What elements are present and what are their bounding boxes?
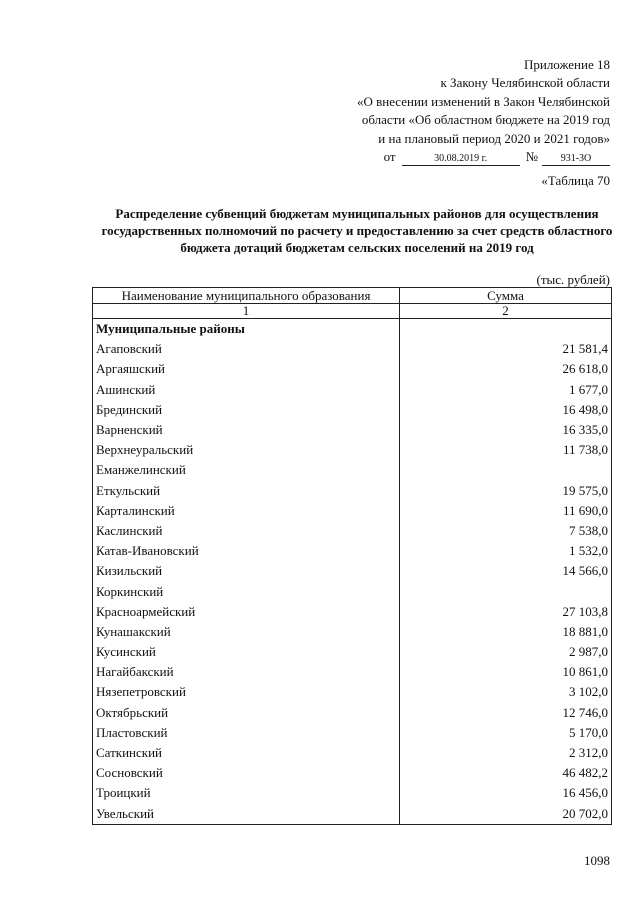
district-amount: 19 575,0 (400, 481, 612, 501)
table-row (93, 682, 612, 702)
table-row (93, 622, 612, 642)
number-sign: № (525, 149, 538, 165)
district-amount (400, 581, 612, 601)
law-title-line-2: области «Об областном бюджете на 2019 год (361, 112, 610, 128)
district-name: Сосновский (93, 763, 400, 783)
district-name: Красноармейский (93, 602, 400, 622)
district-name: Варненский (93, 420, 400, 440)
district-amount: 16 498,0 (400, 400, 612, 420)
units-label: (тыс. рублей) (536, 272, 610, 287)
district-amount: 1 677,0 (400, 380, 612, 400)
section-label: Муниципальные районы (93, 319, 400, 340)
table-row (93, 359, 612, 379)
district-name: Брединский (93, 400, 400, 420)
district-amount: 2 312,0 (400, 743, 612, 763)
district-amount: 20 702,0 (400, 804, 612, 825)
page-number: 1098 (584, 853, 610, 868)
column-header-sum: Сумма (400, 288, 612, 304)
district-amount: 2 987,0 (400, 642, 612, 662)
table-header-row (93, 288, 612, 304)
table-row (93, 420, 612, 440)
section-row (93, 319, 612, 340)
table-row (93, 783, 612, 803)
date-value: 30.08.2019 г. (402, 153, 520, 166)
table-row (93, 460, 612, 480)
document-header (357, 56, 610, 166)
table-reference: «Таблица 70 (541, 173, 610, 188)
document-title: Распределение субвенций бюджетам муниципальных районов для осуществления государственных полномочий по расчету и предоставлению за счет средств областного бюджета дотаций бюджетам сельских поселений на 2019 год (101, 206, 613, 255)
district-amount: 14 566,0 (400, 561, 612, 581)
table-row (93, 804, 612, 825)
column-index-row (93, 304, 612, 319)
table-row (93, 440, 612, 460)
district-name: Коркинский (93, 581, 400, 601)
district-name: Верхнеуральский (93, 440, 400, 460)
district-name: Кунашакский (93, 622, 400, 642)
district-amount: 27 103,8 (400, 602, 612, 622)
district-name: Карталинский (93, 501, 400, 521)
district-amount: 10 861,0 (400, 662, 612, 682)
district-name: Агаповский (93, 339, 400, 359)
district-name: Троицкий (93, 783, 400, 803)
district-name: Нязепетровский (93, 682, 400, 702)
table-row (93, 581, 612, 601)
table-body (93, 319, 612, 825)
table-row (93, 521, 612, 541)
district-amount: 5 170,0 (400, 723, 612, 743)
district-amount: 16 335,0 (400, 420, 612, 440)
table-row (93, 703, 612, 723)
column-index-1: 1 (93, 304, 400, 319)
appendix-line: Приложение 18 (523, 57, 610, 72)
table-row (93, 662, 612, 682)
district-name: Октябрьский (93, 703, 400, 723)
district-name: Кизильский (93, 561, 400, 581)
subsidy-table (92, 287, 612, 825)
district-amount: 11 738,0 (400, 440, 612, 460)
law-title-line-3: и на плановый период 2020 и 2021 годов» (378, 130, 610, 146)
district-amount: 12 746,0 (400, 703, 612, 723)
law-line: к Закону Челябинской области (440, 75, 610, 91)
district-name: Нагайбакский (93, 662, 400, 682)
column-index-2: 2 (400, 304, 612, 319)
law-title-line-1: «О внесении изменений в Закон Челябинской (356, 93, 610, 109)
district-amount: 16 456,0 (400, 783, 612, 803)
table-row (93, 380, 612, 400)
district-name: Пластовский (93, 723, 400, 743)
district-amount: 18 881,0 (400, 622, 612, 642)
table-row (93, 602, 612, 622)
table-row (93, 501, 612, 521)
district-name: Каслинский (93, 521, 400, 541)
column-header-name: Наименование муниципального образования (93, 288, 400, 304)
district-name: Еткульский (93, 481, 400, 501)
district-amount: 3 102,0 (400, 682, 612, 702)
date-number-line (357, 148, 610, 166)
district-amount: 11 690,0 (400, 501, 612, 521)
law-number: 931-ЗО (542, 153, 610, 166)
district-amount: 7 538,0 (400, 521, 612, 541)
district-amount (400, 460, 612, 480)
table-row (93, 481, 612, 501)
district-amount: 46 482,2 (400, 763, 612, 783)
table-row (93, 723, 612, 743)
section-value (400, 319, 612, 340)
district-name: Аргаяшский (93, 359, 400, 379)
district-amount: 26 618,0 (400, 359, 612, 379)
district-name: Саткинский (93, 743, 400, 763)
district-name: Еманжелинский (93, 460, 400, 480)
table-row (93, 743, 612, 763)
district-name: Ашинский (93, 380, 400, 400)
district-name: Катав-Ивановский (93, 541, 400, 561)
district-name: Увельский (93, 804, 400, 825)
district-amount: 1 532,0 (400, 541, 612, 561)
table-row (93, 339, 612, 359)
district-name: Кусинский (93, 642, 400, 662)
district-amount: 21 581,4 (400, 339, 612, 359)
table-row (93, 561, 612, 581)
table-row (93, 541, 612, 561)
table-row (93, 642, 612, 662)
table-row (93, 400, 612, 420)
date-prefix: от (383, 149, 396, 165)
table-row (93, 763, 612, 783)
